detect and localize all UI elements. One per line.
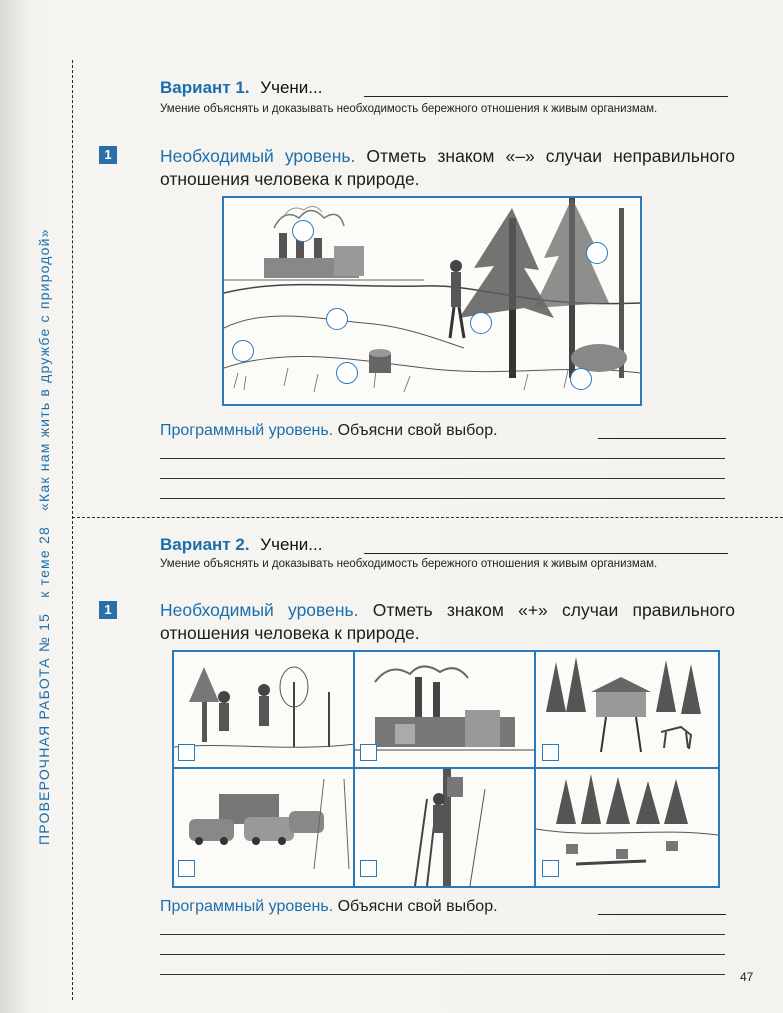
variant-1-answer-circle[interactable] [232,340,254,362]
car-traffic-illustration [174,769,355,886]
page-number: 47 [740,970,754,984]
spine-cut-line [72,60,73,1000]
planting-trees-illustration [174,652,355,769]
picture-birdhouse [355,769,536,886]
variant-2-picture-grid [172,650,720,888]
variant-2-task-badge: 1 [99,601,117,619]
variant-1-answer-circle[interactable] [336,362,358,384]
variant-2-checkbox[interactable] [542,860,559,877]
side-worksheet-title [36,218,52,845]
variant-2-checkbox[interactable] [178,860,195,877]
variant-2-title: Вариант [160,535,231,554]
picture-deforestation [536,769,718,886]
variant-1-answer-line[interactable] [160,458,725,459]
variant-2-task-text: Отметь знаком «+» случаи правильного отношения человека к природе. [160,600,735,643]
variant-1-explain: Объясни свой выбор. [337,422,498,439]
variant-2-student-label: Учени... [260,535,323,554]
variant-1-number: 1. [235,78,250,97]
variant-1-student-label: Учени... [260,78,323,97]
horizontal-cut-line [72,517,783,518]
variant-1-answer-line[interactable] [160,498,725,499]
variant-1-answer-circle[interactable] [470,312,492,334]
picture-factory-pollution [355,652,536,769]
variant-1-answer-line[interactable] [598,438,726,439]
variant-1-program-level: Программный уровень. [160,422,334,439]
variant-1-program-row [160,422,498,440]
variant-2-checkbox[interactable] [178,744,195,761]
topic-prefix: к теме 28 [36,526,52,598]
variant-1-task-text: Отметь знаком «–» случаи неправильного отношения человека к природе. [160,146,735,189]
variant-2-answer-line[interactable] [160,974,725,975]
variant-2-skill: Умение объяснять и доказывать необходимость бережного отношения к живым организмам. [160,558,658,570]
variant-2-answer-line[interactable] [160,934,725,935]
variant-2-checkbox[interactable] [360,744,377,761]
variant-1-answer-circle[interactable] [326,308,348,330]
variant-1-skill: Умение объяснять и доказывать необходимость бережного отношения к живым организмам. [160,103,658,115]
variant-1-task-badge: 1 [99,146,117,164]
variant-1-answer-circle[interactable] [570,368,592,390]
variant-1-nature-picture [222,196,642,406]
deforestation-illustration [536,769,718,886]
variant-2-explain: Объясни свой выбор. [337,898,498,915]
variant-2-number: 2. [235,535,250,554]
variant-1-name-field[interactable] [364,96,728,97]
variant-2-program-row [160,898,498,916]
picture-car-traffic [174,769,355,886]
variant-2-answer-line[interactable] [598,914,726,915]
worksheet-title: ПРОВЕРОЧНАЯ РАБОТА № 15 [36,612,52,845]
variant-2-answer-line[interactable] [160,954,725,955]
variant-2-task [160,599,735,645]
variant-2-checkbox[interactable] [360,860,377,877]
picture-winter-feeder [536,652,718,769]
variant-2-header [160,535,322,555]
variant-1-title: Вариант [160,78,231,97]
variant-1-answer-circle[interactable] [586,242,608,264]
variant-1-required-level: Необходимый уровень. [160,146,356,166]
variant-1-answer-circle[interactable] [292,220,314,242]
variant-1-header [160,78,322,98]
variant-2-name-field[interactable] [364,553,728,554]
topic-title: «Как нам жить в дружбе с природой» [36,228,52,511]
birdhouse-illustration [355,769,536,886]
winter-feeder-illustration [536,652,718,769]
variant-1-answer-line[interactable] [160,478,725,479]
variant-2-required-level: Необходимый уровень. [160,600,359,620]
variant-2-program-level: Программный уровень. [160,898,334,915]
factory-illustration [355,652,536,769]
picture-planting-trees [174,652,355,769]
variant-1-task [160,145,735,191]
variant-2-checkbox[interactable] [542,744,559,761]
